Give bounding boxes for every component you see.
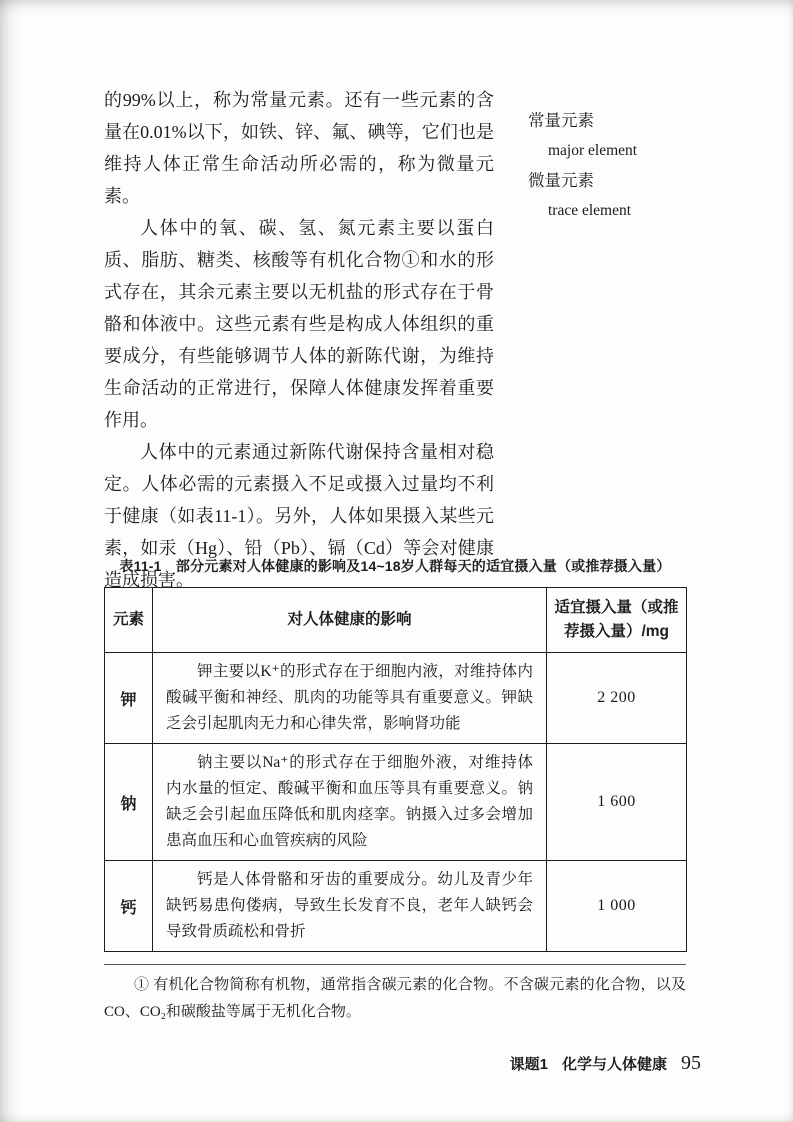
footnote-divider xyxy=(104,964,686,965)
margin-note-term-en: trace element xyxy=(548,202,632,219)
body-paragraph: 的99%以上，称为常量元素。还有一些元素的含量在0.01%以下，如铁、锌、氟、碘等，它们也是维持人体正常生命活动所必需的，称为微量元素。 xyxy=(104,90,494,206)
table-row xyxy=(105,653,687,744)
column-header-element: 元素 xyxy=(105,588,153,653)
table-header-row xyxy=(105,588,687,653)
footnote-block xyxy=(104,964,686,1026)
intake-value-cell: 2 200 xyxy=(547,653,687,744)
table-caption: 表11-1 部分元素对人体健康的影响及14~18岁人群每天的适宜摄入量（或推荐摄入量） xyxy=(119,558,671,574)
health-effect-cell: 钠主要以Na⁺的形式存在于细胞外液，对维持体内水量的恒定、酸碱平衡和血压等具有重要意义。钠缺乏会引起血压降低和肌肉痉挛。钠摄入过多会增加患高血压和心血管疾病的风险 xyxy=(153,744,547,861)
intake-value-cell: 1 000 xyxy=(547,861,687,952)
body-paragraph: 人体中的元素通过新陈代谢保持含量相对稳定。人体必需的元素摄入不足或摄入过量均不利于健康（如表11-1）。另外，人体如果摄入某些元素，如汞（Hg）、铅（Pb）、镉（Cd）等会对健康造成损害。 xyxy=(104,442,494,590)
footnote-text: ① 有机化合物简称有机物，通常指含碳元素的化合物。不含碳元素的化合物，以及CO、CO₂和碳酸盐等属于无机化合物。 xyxy=(104,977,686,1020)
element-name-cell: 钠 xyxy=(105,744,153,861)
column-header-intake: 适宜摄入量（或推荐摄入量）/mg xyxy=(547,588,687,653)
element-name-cell: 钙 xyxy=(105,861,153,952)
margin-note-term-cn: 微量元素 xyxy=(528,171,594,190)
margin-glossary xyxy=(528,106,688,226)
body-text-column xyxy=(104,84,494,596)
footer-chapter-title: 化学与人体健康 xyxy=(561,1056,667,1073)
elements-health-table xyxy=(104,587,687,952)
intake-value-cell: 1 600 xyxy=(547,744,687,861)
margin-note xyxy=(528,166,688,226)
table-row xyxy=(105,744,687,861)
column-header-effect: 对人体健康的影响 xyxy=(153,588,547,653)
margin-note xyxy=(528,106,688,166)
margin-note-term-cn: 常量元素 xyxy=(528,111,594,130)
margin-note-term-en: major element xyxy=(548,142,638,159)
elements-health-table-block xyxy=(104,556,686,952)
table-row xyxy=(105,861,687,952)
footer-section-label: 课题1 xyxy=(509,1056,548,1073)
footer-page-number: 95 xyxy=(681,1052,701,1074)
health-effect-cell: 钾主要以K⁺的形式存在于细胞内液，对维持体内酸碱平衡和神经、肌肉的功能等具有重要意义。钾缺乏会引起肌肉无力和心律失常，影响肾功能 xyxy=(153,653,547,744)
element-name-cell: 钾 xyxy=(105,653,153,744)
body-paragraph: 人体中的氧、碳、氢、氮元素主要以蛋白质、脂肪、糖类、核酸等有机化合物①和水的形式存在，其余元素主要以无机盐的形式存在于骨骼和体液中。这些元素有些是构成人体组织的重要成分，有些能够调节人体的新陈代谢，为维持生命活动的正常进行，保障人体健康发挥着重要作用。 xyxy=(104,218,494,430)
health-effect-cell: 钙是人体骨骼和牙齿的重要成分。幼儿及青少年缺钙易患佝偻病，导致生长发育不良，老年人缺钙会导致骨质疏松和骨折 xyxy=(153,861,547,952)
page-footer xyxy=(510,1052,701,1075)
